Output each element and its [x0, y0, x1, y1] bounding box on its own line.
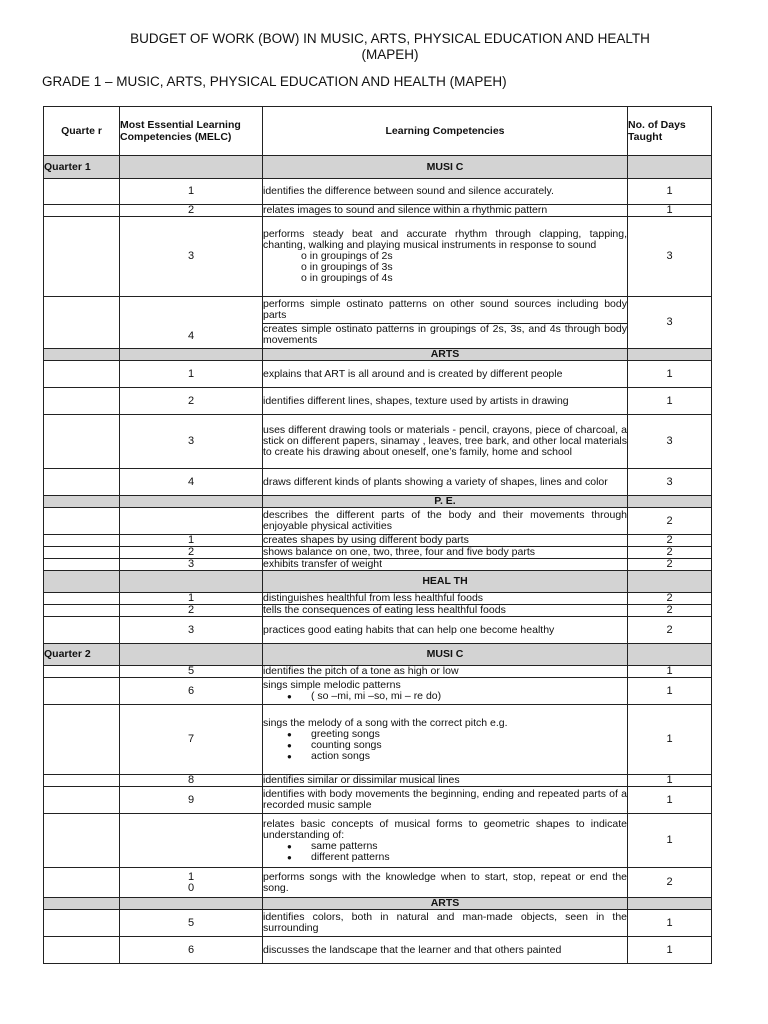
table-row: [44, 705, 712, 775]
melc-number: 6: [120, 937, 263, 964]
table-row: [44, 361, 712, 388]
competency-text: identifies colors, both in natural and man-made objects, seen in the surrounding: [263, 910, 628, 937]
competency-text: performs songs with the knowledge when to start, stop, repeat or end the song.: [263, 868, 628, 898]
bullet-item: ● different patterns: [263, 852, 627, 863]
section-title: P. E.: [263, 496, 628, 508]
bullet-item: ● counting songs: [263, 740, 627, 751]
competency-text: distinguishes healthful from less healthful foods: [263, 593, 628, 605]
competency-cell: [263, 814, 628, 868]
competency-text: tells the consequences of eating less healthful foods: [263, 605, 628, 617]
days-taught: 3: [628, 415, 712, 469]
table-header-row: [44, 107, 712, 156]
competency-cell: [263, 705, 628, 775]
competency-cell: [263, 678, 628, 705]
competency-text: sings simple melodic patterns: [263, 679, 401, 691]
days-taught: 1: [628, 937, 712, 964]
section-title: ARTS: [263, 349, 628, 361]
days-taught: 1: [628, 705, 712, 775]
budget-of-work-table: [43, 106, 712, 964]
table-row: [44, 547, 712, 559]
competency-text: identifies the difference between sound and silence accurately.: [263, 179, 628, 205]
table-row: [44, 868, 712, 898]
days-taught: 2: [628, 508, 712, 535]
melc-number: 1: [120, 179, 263, 205]
table-row: [44, 910, 712, 937]
days-taught: 2: [628, 605, 712, 617]
competency-text: exhibits transfer of weight: [263, 559, 628, 571]
table-row: [44, 508, 712, 535]
days-taught: 2: [628, 868, 712, 898]
bullet-item: ● same patterns: [263, 841, 627, 852]
days-taught: 1: [628, 179, 712, 205]
days-taught: 3: [628, 297, 712, 349]
melc-number: 4: [120, 297, 263, 349]
days-taught: 1: [628, 775, 712, 787]
melc-number: 2: [120, 205, 263, 217]
table-row: [44, 217, 712, 297]
competency-text: discusses the landscape that the learner and that others painted: [263, 937, 628, 964]
table-row: [44, 535, 712, 547]
table-row: [44, 605, 712, 617]
competency-cell: [263, 217, 628, 297]
days-taught: 2: [628, 559, 712, 571]
days-taught: 2: [628, 593, 712, 605]
melc-number: 4: [120, 469, 263, 496]
header-quarter: Quarte r: [44, 107, 120, 156]
melc-number: 3: [120, 217, 263, 297]
table-row: [44, 617, 712, 644]
competency-text: identifies different lines, shapes, texture used by artists in drawing: [263, 388, 628, 415]
section-title: ARTS: [263, 898, 628, 910]
section-title: MUSI C: [263, 644, 628, 666]
days-taught: 1: [628, 388, 712, 415]
melc-number: 2: [120, 547, 263, 559]
melc-number: 9: [120, 787, 263, 814]
melc-number: 1: [120, 593, 263, 605]
days-taught: 1: [628, 361, 712, 388]
competency-text: identifies with body movements the beginning, ending and repeated parts of a recorded music sample: [263, 787, 628, 814]
quarter-label: Quarter 2: [44, 644, 120, 666]
table-row: [44, 937, 712, 964]
section-row-health: [44, 571, 712, 593]
competency-text: identifies the pitch of a tone as high or low: [263, 666, 628, 678]
table-row: [44, 179, 712, 205]
competency-text: creates shapes by using different body parts: [263, 535, 628, 547]
section-row-music-q2: [44, 644, 712, 666]
melc-number: 5: [120, 666, 263, 678]
competency-text: practices good eating habits that can help one become healthy: [263, 617, 628, 644]
document-title: BUDGET OF WORK (BOW) IN MUSIC, ARTS, PHYSICAL EDUCATION AND HEALTH (MAPEH): [130, 31, 650, 62]
table-row: [44, 559, 712, 571]
melc-number: 7: [120, 705, 263, 775]
competency-text: explains that ART is all around and is created by different people: [263, 361, 628, 388]
days-taught: 1: [628, 814, 712, 868]
competency-text: performs simple ostinato patterns on other sound sources including body parts: [263, 298, 627, 321]
competency-text: creates simple ostinato patterns in groupings of 2s, 3s, and 4s through body movements: [263, 323, 628, 346]
competency-cell: [263, 297, 628, 349]
melc-number: [120, 814, 263, 868]
section-row-music: [44, 156, 712, 179]
document-subtitle: GRADE 1 – MUSIC, ARTS, PHYSICAL EDUCATION AND HEALTH (MAPEH): [42, 74, 507, 89]
days-taught: 2: [628, 547, 712, 559]
days-taught: 1: [628, 787, 712, 814]
competency-text: draws different kinds of plants showing a variety of shapes, lines and color: [263, 469, 628, 496]
header-learning-competencies: Learning Competencies: [263, 107, 628, 156]
days-taught: 2: [628, 617, 712, 644]
competency-text: sings the melody of a song with the correct pitch e.g.: [263, 716, 508, 729]
section-row-arts-q2: [44, 898, 712, 910]
sub-item: o in groupings of 3s: [301, 261, 393, 273]
table-row: [44, 814, 712, 868]
melc-number: 3: [120, 415, 263, 469]
table-row: [44, 678, 712, 705]
section-row-arts: [44, 349, 712, 361]
days-taught: 1: [628, 666, 712, 678]
melc-number: 2: [120, 388, 263, 415]
header-melc: Most Essential Learning Competencies (MELC): [120, 107, 263, 156]
melc-number: 2: [120, 605, 263, 617]
section-title: MUSI C: [263, 156, 628, 179]
table-row: [44, 775, 712, 787]
table-row: [44, 469, 712, 496]
sub-item: o in groupings of 2s: [301, 250, 393, 262]
competency-text: relates basic concepts of musical forms to geometric shapes to indicate understanding of:: [263, 817, 627, 841]
competency-text: relates images to sound and silence within a rhythmic pattern: [263, 205, 628, 217]
table-row: [44, 388, 712, 415]
melc-number: 1 0: [120, 868, 263, 898]
competency-text: performs steady beat and accurate rhythm through clapping, tapping, chanting, walking and playing musical instruments in response to sound: [263, 228, 627, 251]
days-taught: 1: [628, 205, 712, 217]
section-title: HEAL TH: [263, 571, 628, 593]
quarter-label: Quarter 1: [44, 156, 120, 179]
competency-text: shows balance on one, two, three, four and five body parts: [263, 547, 628, 559]
table-row: [44, 415, 712, 469]
melc-number: 1: [120, 535, 263, 547]
bullet-item: ● ( so –mi, mi –so, mi – re do): [263, 691, 627, 702]
header-days-taught: No. of Days Taught: [628, 107, 712, 156]
table-row: [44, 297, 712, 349]
table-row: [44, 787, 712, 814]
table-row: [44, 593, 712, 605]
melc-number: 8: [120, 775, 263, 787]
days-taught: 2: [628, 535, 712, 547]
sub-item: o in groupings of 4s: [301, 272, 393, 284]
melc-number: 3: [120, 617, 263, 644]
days-taught: 3: [628, 469, 712, 496]
bullet-item: ● greeting songs: [263, 729, 627, 740]
competency-text: uses different drawing tools or materials - pencil, crayons, piece of charcoal, a stick on different papers, sinamay , leaves, tree bark, and other local materials to create his drawing about oneself, one’s family, home and school: [263, 415, 628, 469]
days-taught: 1: [628, 910, 712, 937]
bullet-item: ● action songs: [263, 751, 627, 762]
melc-number: 1: [120, 361, 263, 388]
days-taught: 1: [628, 678, 712, 705]
table-row: [44, 666, 712, 678]
section-row-pe: [44, 496, 712, 508]
days-taught: 3: [628, 217, 712, 297]
melc-number: [120, 508, 263, 535]
melc-number: 6: [120, 678, 263, 705]
competency-text: identifies similar or dissimilar musical lines: [263, 775, 628, 787]
table-row: [44, 205, 712, 217]
melc-number: 5: [120, 910, 263, 937]
competency-text: describes the different parts of the body and their movements through enjoyable physical activities: [263, 508, 628, 535]
melc-number: 3: [120, 559, 263, 571]
